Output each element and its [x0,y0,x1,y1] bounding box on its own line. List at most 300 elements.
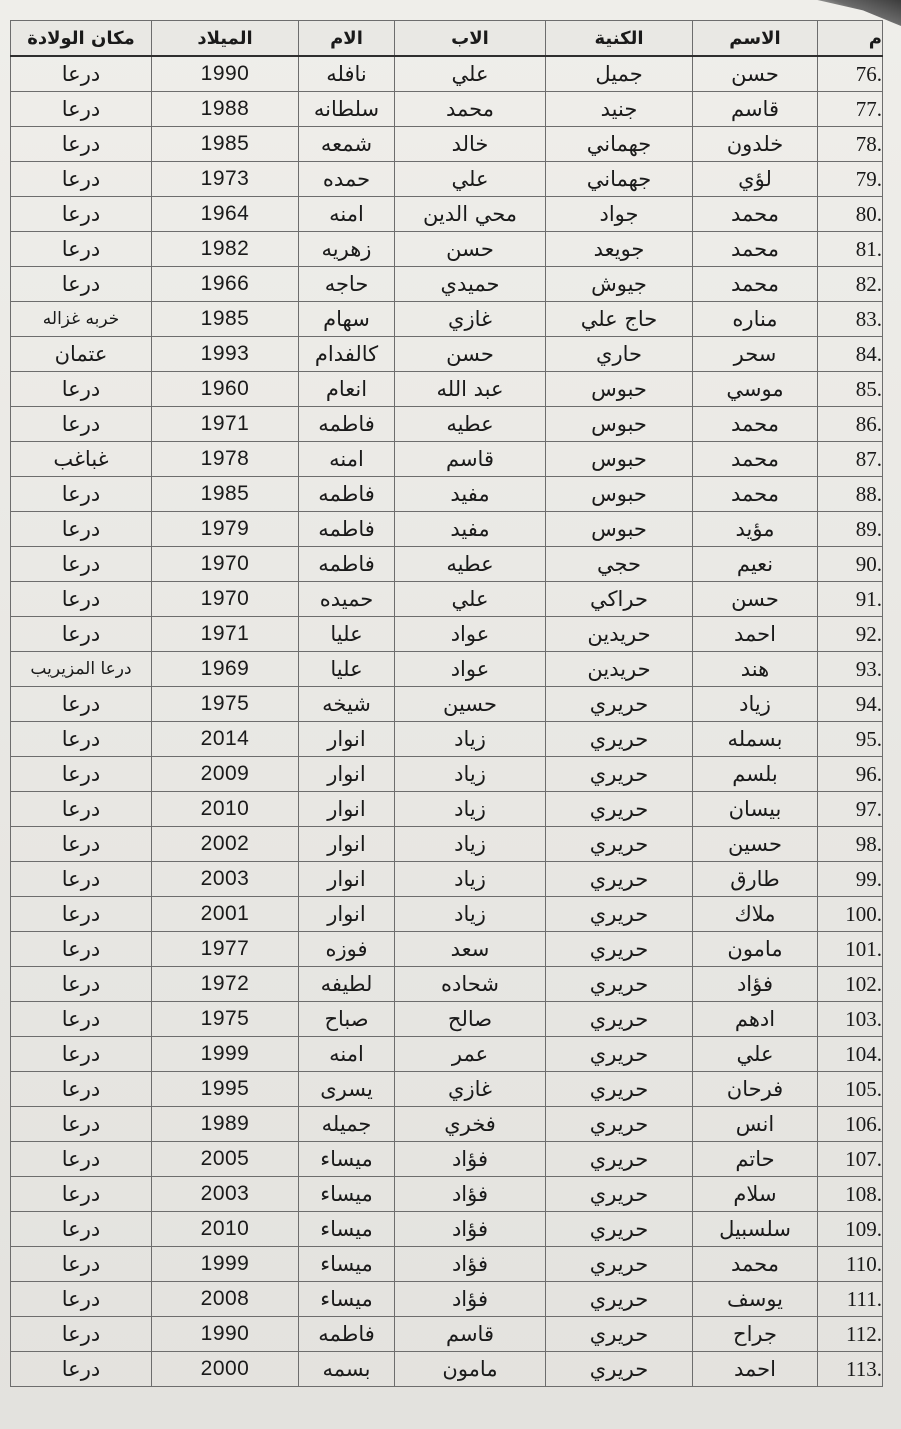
cell-serial-number: 113. [818,1352,883,1387]
cell-birthplace: درعا [11,617,152,652]
cell-mother-name: عليا [299,617,395,652]
cell-birthplace: درعا [11,407,152,442]
cell-mother-name: سهام [299,302,395,337]
table-row [11,1142,883,1177]
cell-serial-number: 106. [818,1107,883,1142]
cell-mother-name: امنه [299,197,395,232]
cell-mother-name: سلطانه [299,92,395,127]
cell-birthyear: 1977 [152,932,299,967]
cell-serial-number: 97. [818,792,883,827]
cell-mother-name: عليا [299,652,395,687]
cell-birthplace: عتمان [11,337,152,372]
cell-birthyear: 1975 [152,687,299,722]
cell-given-name: ملاك [693,897,818,932]
cell-mother-name: انوار [299,897,395,932]
cell-father-name: عواد [395,652,546,687]
cell-given-name: احمد [693,1352,818,1387]
cell-birthplace: درعا [11,1282,152,1317]
cell-serial-number: 87. [818,442,883,477]
cell-mother-name: صباح [299,1002,395,1037]
cell-given-name: مامون [693,932,818,967]
cell-family-name: جويعد [546,232,693,267]
cell-given-name: سلسبيل [693,1212,818,1247]
cell-birthyear: 1990 [152,1317,299,1352]
cell-given-name: فرحان [693,1072,818,1107]
cell-birthyear: 1970 [152,547,299,582]
cell-mother-name: امنه [299,442,395,477]
cell-birthyear: 2001 [152,897,299,932]
cell-mother-name: حاجه [299,267,395,302]
cell-serial-number: 99. [818,862,883,897]
cell-birthplace: درعا [11,792,152,827]
cell-serial-number: 109. [818,1212,883,1247]
cell-father-name: سعد [395,932,546,967]
cell-mother-name: يسرى [299,1072,395,1107]
cell-serial-number: 100. [818,897,883,932]
cell-birthplace: درعا [11,92,152,127]
cell-father-name: فخري [395,1107,546,1142]
cell-serial-number: 78. [818,127,883,162]
table-row [11,1212,883,1247]
cell-family-name: حريري [546,1072,693,1107]
cell-mother-name: ميساء [299,1212,395,1247]
table-row [11,827,883,862]
cell-serial-number: 104. [818,1037,883,1072]
cell-birthplace: درعا [11,1107,152,1142]
cell-family-name: جواد [546,197,693,232]
cell-father-name: عمر [395,1037,546,1072]
cell-family-name: حريري [546,1352,693,1387]
table-row [11,1037,883,1072]
cell-mother-name: كالفدام [299,337,395,372]
cell-birthyear: 2003 [152,1177,299,1212]
cell-birthplace: درعا [11,862,152,897]
cell-given-name: محمد [693,232,818,267]
cell-family-name: حريري [546,757,693,792]
cell-mother-name: شيخه [299,687,395,722]
cell-serial-number: 76. [818,56,883,92]
cell-birthyear: 1971 [152,617,299,652]
cell-family-name: حريري [546,897,693,932]
cell-father-name: زياد [395,827,546,862]
cell-father-name: علي [395,56,546,92]
cell-mother-name: انوار [299,792,395,827]
table-row [11,442,883,477]
cell-given-name: محمد [693,477,818,512]
cell-given-name: يوسف [693,1282,818,1317]
cell-birthyear: 1999 [152,1247,299,1282]
cell-birthyear: 1973 [152,162,299,197]
cell-birthplace: درعا [11,1212,152,1247]
cell-father-name: علي [395,582,546,617]
cell-father-name: فؤاد [395,1177,546,1212]
cell-father-name: حسن [395,232,546,267]
table-row [11,582,883,617]
cell-father-name: عطيه [395,407,546,442]
cell-serial-number: 93. [818,652,883,687]
cell-given-name: محمد [693,267,818,302]
cell-given-name: احمد [693,617,818,652]
table-row [11,92,883,127]
cell-given-name: حسن [693,582,818,617]
cell-family-name: حريري [546,932,693,967]
cell-birthyear: 1999 [152,1037,299,1072]
cell-serial-number: 107. [818,1142,883,1177]
cell-father-name: مامون [395,1352,546,1387]
cell-birthplace: درعا [11,1247,152,1282]
cell-father-name: عواد [395,617,546,652]
cell-family-name: حراكي [546,582,693,617]
cell-given-name: محمد [693,1247,818,1282]
cell-birthyear: 2009 [152,757,299,792]
cell-given-name: حاتم [693,1142,818,1177]
table-row [11,722,883,757]
table-row [11,617,883,652]
roster-table-body [11,56,883,1387]
cell-given-name: فؤاد [693,967,818,1002]
table-row [11,127,883,162]
cell-birthyear: 1985 [152,127,299,162]
cell-serial-number: 101. [818,932,883,967]
cell-birthyear: 1995 [152,1072,299,1107]
cell-family-name: حبوس [546,407,693,442]
cell-mother-name: انوار [299,722,395,757]
cell-serial-number: 92. [818,617,883,652]
table-row [11,932,883,967]
cell-father-name: فؤاد [395,1247,546,1282]
cell-serial-number: 102. [818,967,883,1002]
cell-birthyear: 2010 [152,1212,299,1247]
cell-given-name: بسمله [693,722,818,757]
cell-birthyear: 1989 [152,1107,299,1142]
cell-given-name: زياد [693,687,818,722]
column-header-birthyear: الميلاد [152,21,299,57]
cell-mother-name: فوزه [299,932,395,967]
table-row [11,652,883,687]
cell-father-name: زياد [395,757,546,792]
table-row [11,1282,883,1317]
cell-mother-name: انوار [299,827,395,862]
cell-father-name: فؤاد [395,1212,546,1247]
cell-given-name: سلام [693,1177,818,1212]
table-row [11,477,883,512]
cell-birthplace: درعا [11,547,152,582]
cell-father-name: زياد [395,862,546,897]
table-row [11,1072,883,1107]
cell-serial-number: 111. [818,1282,883,1317]
cell-father-name: مفيد [395,512,546,547]
table-row [11,232,883,267]
roster-table [10,20,883,1387]
cell-given-name: ادهم [693,1002,818,1037]
cell-birthplace: درعا [11,827,152,862]
table-row [11,1352,883,1387]
cell-given-name: سحر [693,337,818,372]
cell-birthplace: درعا [11,1002,152,1037]
cell-mother-name: فاطمه [299,547,395,582]
cell-mother-name: بسمه [299,1352,395,1387]
cell-father-name: حميدي [395,267,546,302]
cell-birthplace: درعا [11,1352,152,1387]
cell-birthyear: 2003 [152,862,299,897]
cell-family-name: جنيد [546,92,693,127]
cell-mother-name: ميساء [299,1142,395,1177]
cell-birthplace: درعا [11,757,152,792]
cell-birthplace: درعا [11,1317,152,1352]
cell-birthyear: 1993 [152,337,299,372]
column-header-serial: م [818,21,883,57]
cell-serial-number: 79. [818,162,883,197]
cell-birthplace: درعا [11,127,152,162]
cell-birthplace: درعا [11,722,152,757]
cell-family-name: حريري [546,967,693,1002]
cell-serial-number: 85. [818,372,883,407]
cell-father-name: حسن [395,337,546,372]
cell-given-name: محمد [693,442,818,477]
cell-family-name: حريري [546,792,693,827]
cell-mother-name: فاطمه [299,407,395,442]
table-row [11,407,883,442]
cell-serial-number: 88. [818,477,883,512]
cell-serial-number: 86. [818,407,883,442]
cell-birthplace: خربه غزاله [11,302,152,337]
cell-family-name: جيوش [546,267,693,302]
cell-birthyear: 2014 [152,722,299,757]
cell-given-name: مؤيد [693,512,818,547]
cell-serial-number: 77. [818,92,883,127]
cell-mother-name: شمعه [299,127,395,162]
cell-family-name: حبوس [546,477,693,512]
cell-family-name: حريري [546,1282,693,1317]
cell-serial-number: 105. [818,1072,883,1107]
cell-birthyear: 1979 [152,512,299,547]
cell-given-name: موسي [693,372,818,407]
cell-father-name: زياد [395,897,546,932]
table-row [11,1002,883,1037]
column-header-given-name: الاسم [693,21,818,57]
cell-family-name: حبوس [546,442,693,477]
cell-serial-number: 91. [818,582,883,617]
cell-family-name: حريري [546,862,693,897]
cell-birthyear: 2008 [152,1282,299,1317]
cell-birthplace: درعا [11,582,152,617]
cell-father-name: محمد [395,92,546,127]
cell-birthplace: درعا [11,232,152,267]
table-row [11,967,883,1002]
column-header-mother: الام [299,21,395,57]
cell-birthyear: 1985 [152,477,299,512]
cell-birthyear: 1975 [152,1002,299,1037]
cell-family-name: حريري [546,1037,693,1072]
cell-family-name: حجي [546,547,693,582]
cell-mother-name: زهريه [299,232,395,267]
table-row [11,862,883,897]
table-row [11,1317,883,1352]
cell-birthplace: درعا [11,1177,152,1212]
table-row [11,1177,883,1212]
cell-birthplace: درعا [11,477,152,512]
cell-father-name: قاسم [395,1317,546,1352]
cell-family-name: حريري [546,687,693,722]
cell-mother-name: انوار [299,757,395,792]
table-row [11,757,883,792]
cell-father-name: عطيه [395,547,546,582]
cell-birthyear: 1988 [152,92,299,127]
table-row [11,1107,883,1142]
cell-family-name: حريري [546,827,693,862]
cell-father-name: خالد [395,127,546,162]
table-row [11,162,883,197]
cell-given-name: بلسم [693,757,818,792]
cell-family-name: حاج علي [546,302,693,337]
cell-serial-number: 94. [818,687,883,722]
cell-birthplace: درعا المزيريب [11,652,152,687]
cell-father-name: شحاده [395,967,546,1002]
cell-birthplace: درعا [11,932,152,967]
cell-mother-name: ميساء [299,1282,395,1317]
cell-family-name: حريدين [546,617,693,652]
table-row [11,302,883,337]
cell-family-name: جهماني [546,127,693,162]
cell-birthyear: 2002 [152,827,299,862]
cell-serial-number: 84. [818,337,883,372]
cell-given-name: محمد [693,197,818,232]
cell-given-name: قاسم [693,92,818,127]
cell-serial-number: 90. [818,547,883,582]
cell-birthplace: درعا [11,1072,152,1107]
cell-birthplace: درعا [11,197,152,232]
cell-given-name: بيسان [693,792,818,827]
cell-mother-name: جميله [299,1107,395,1142]
cell-family-name: حريري [546,1247,693,1282]
table-row [11,267,883,302]
cell-birthyear: 1970 [152,582,299,617]
cell-father-name: غازي [395,302,546,337]
cell-birthyear: 2000 [152,1352,299,1387]
cell-serial-number: 82. [818,267,883,302]
table-header-row [11,21,883,57]
table-row [11,197,883,232]
cell-given-name: حسن [693,56,818,92]
cell-mother-name: انوار [299,862,395,897]
table-row [11,687,883,722]
cell-father-name: صالح [395,1002,546,1037]
table-row [11,512,883,547]
cell-mother-name: انعام [299,372,395,407]
cell-birthplace: درعا [11,897,152,932]
cell-birthyear: 1966 [152,267,299,302]
cell-birthplace: درعا [11,372,152,407]
cell-family-name: حريري [546,1177,693,1212]
cell-birthyear: 1990 [152,56,299,92]
cell-serial-number: 98. [818,827,883,862]
cell-given-name: جراح [693,1317,818,1352]
cell-birthplace: درعا [11,56,152,92]
cell-birthplace: غباغب [11,442,152,477]
cell-serial-number: 83. [818,302,883,337]
cell-mother-name: امنه [299,1037,395,1072]
cell-given-name: انس [693,1107,818,1142]
cell-father-name: حسين [395,687,546,722]
cell-father-name: فؤاد [395,1282,546,1317]
cell-family-name: حريري [546,1142,693,1177]
cell-mother-name: حميده [299,582,395,617]
cell-given-name: هند [693,652,818,687]
cell-mother-name: فاطمه [299,512,395,547]
cell-father-name: مفيد [395,477,546,512]
table-row [11,547,883,582]
cell-given-name: طارق [693,862,818,897]
cell-family-name: حريري [546,1212,693,1247]
cell-family-name: جهماني [546,162,693,197]
cell-mother-name: ميساء [299,1247,395,1282]
cell-family-name: حاري [546,337,693,372]
cell-mother-name: نافله [299,56,395,92]
cell-birthplace: درعا [11,967,152,1002]
cell-mother-name: فاطمه [299,1317,395,1352]
cell-birthplace: درعا [11,1037,152,1072]
cell-birthplace: درعا [11,1142,152,1177]
cell-family-name: حبوس [546,512,693,547]
cell-birthplace: درعا [11,512,152,547]
cell-given-name: محمد [693,407,818,442]
cell-serial-number: 108. [818,1177,883,1212]
table-row [11,337,883,372]
cell-mother-name: حمده [299,162,395,197]
cell-family-name: جميل [546,56,693,92]
cell-birthyear: 1972 [152,967,299,1002]
cell-given-name: مناره [693,302,818,337]
cell-serial-number: 80. [818,197,883,232]
cell-birthyear: 2010 [152,792,299,827]
cell-mother-name: فاطمه [299,477,395,512]
cell-father-name: علي [395,162,546,197]
cell-family-name: حريري [546,1317,693,1352]
cell-family-name: حبوس [546,372,693,407]
cell-mother-name: لطيفه [299,967,395,1002]
table-row [11,372,883,407]
column-header-father: الاب [395,21,546,57]
cell-birthyear: 1969 [152,652,299,687]
cell-given-name: خلدون [693,127,818,162]
cell-family-name: حريري [546,722,693,757]
cell-birthplace: درعا [11,162,152,197]
cell-birthyear: 2005 [152,1142,299,1177]
cell-serial-number: 110. [818,1247,883,1282]
cell-father-name: قاسم [395,442,546,477]
cell-birthyear: 1960 [152,372,299,407]
cell-father-name: غازي [395,1072,546,1107]
cell-serial-number: 103. [818,1002,883,1037]
cell-family-name: حريدين [546,652,693,687]
table-row [11,1247,883,1282]
cell-given-name: لؤي [693,162,818,197]
cell-father-name: زياد [395,792,546,827]
cell-serial-number: 89. [818,512,883,547]
cell-father-name: عبد الله [395,372,546,407]
table-row [11,792,883,827]
cell-birthyear: 1971 [152,407,299,442]
cell-birthyear: 1982 [152,232,299,267]
cell-given-name: علي [693,1037,818,1072]
cell-father-name: فؤاد [395,1142,546,1177]
cell-birthyear: 1964 [152,197,299,232]
cell-serial-number: 96. [818,757,883,792]
cell-family-name: حريري [546,1107,693,1142]
cell-birthyear: 1985 [152,302,299,337]
cell-family-name: حريري [546,1002,693,1037]
column-header-family-name: الكنية [546,21,693,57]
